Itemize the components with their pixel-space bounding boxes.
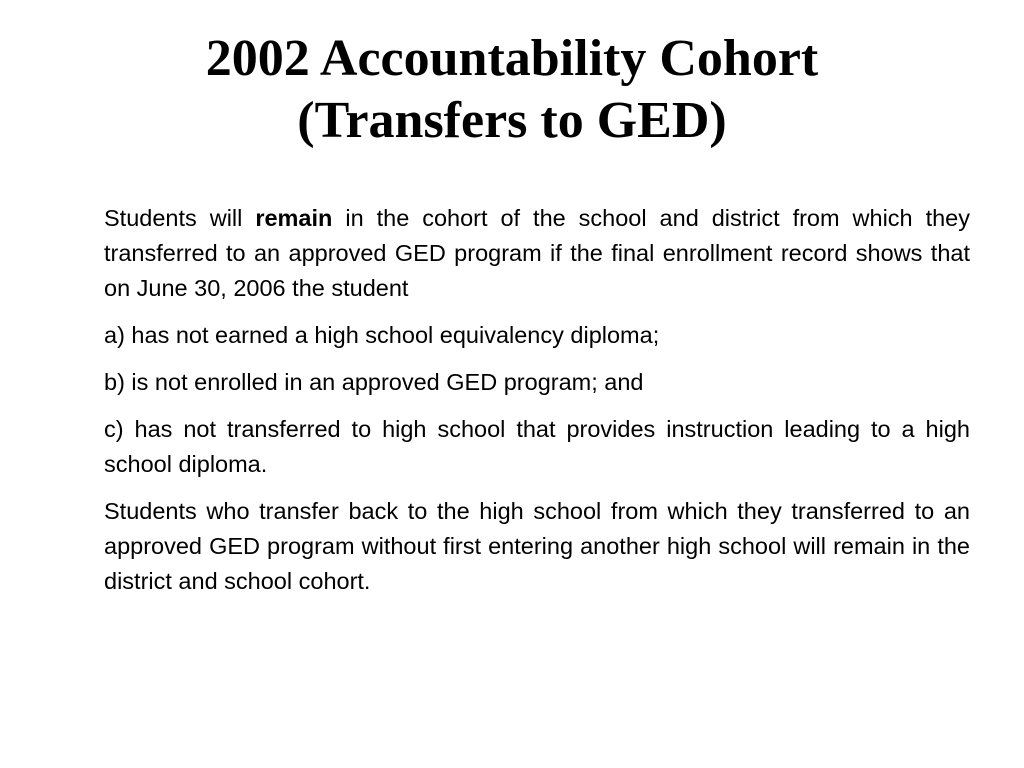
- title-line-2: (Transfers to GED): [297, 92, 727, 149]
- intro-text-start: Students will: [104, 205, 256, 231]
- slide-body: [104, 201, 970, 611]
- intro-text-end: in the cohort of the school and district from which they transferred to an approved GED program if the final enrollment record shows that on June 30, 2006 the student: [104, 205, 970, 301]
- condition-a: a) has not earned a high school equivalency diploma;: [104, 322, 660, 348]
- condition-b: b) is not enrolled in an approved GED program; and: [104, 369, 644, 395]
- slide-title: [60, 28, 964, 152]
- condition-c: c) has not transferred to high school that provides instruction leading to a high school diploma.: [104, 416, 970, 477]
- closing-paragraph: Students who transfer back to the high school from which they transferred to an approved GED program without first entering another high school will remain in the district and school cohort.: [104, 498, 970, 594]
- intro-emphasis: remain: [255, 205, 333, 231]
- intro-paragraph: [104, 201, 970, 306]
- title-line-1: 2002 Accountability Cohort: [205, 30, 819, 87]
